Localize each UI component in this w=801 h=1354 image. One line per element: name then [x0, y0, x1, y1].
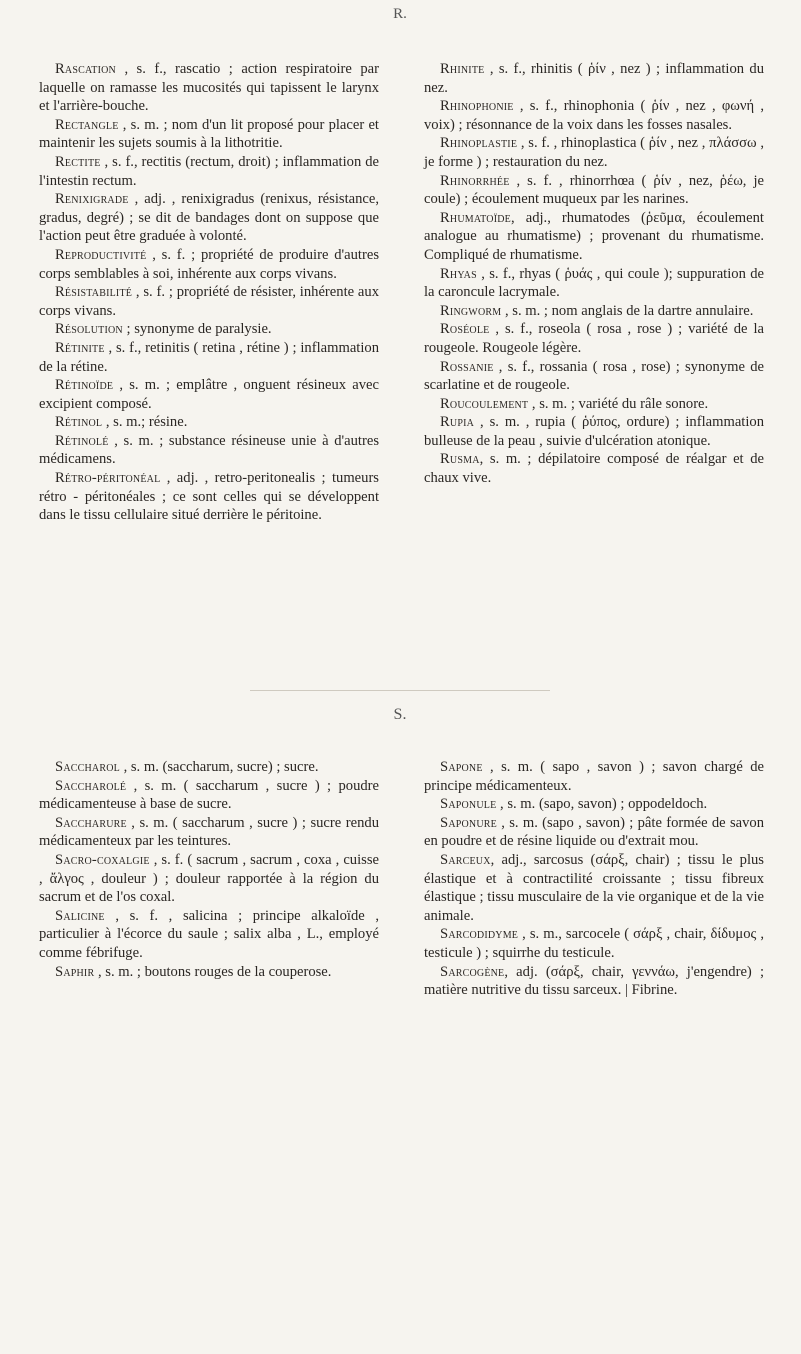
entry-headword: Résolution: [55, 321, 123, 338]
entry-definition: , s. m. ( saccharum , sucre ) ; sucre rendu médicamenteux par les teintures.: [39, 814, 379, 850]
dictionary-entry: [39, 814, 379, 851]
dictionary-entry: [39, 907, 379, 963]
entry-headword: Rupia: [440, 414, 475, 431]
entry-headword: Roséole: [440, 321, 490, 338]
dictionary-entry: [424, 320, 764, 357]
entry-headword: Résistabilité: [55, 284, 133, 301]
entry-definition: , s. f. , rhinorrhœa ( ῥίν , nez, ῥέω, je coule) ; écoulement muqueux par les narines.: [424, 172, 764, 208]
entry-headword: Reproductivité: [55, 246, 147, 263]
dictionary-entry: [39, 376, 379, 413]
entry-definition: , s. f. , rhinoplastica ( ῥίν , nez , πλάσσω , je forme ) ; restauration du nez.: [424, 135, 764, 170]
column-s-left: [39, 758, 379, 981]
column-s-right: [424, 758, 764, 1000]
entry-headword: Sarcodidyme: [440, 926, 519, 943]
entry-definition: , s. m. ; nom anglais de la dartre annulaire.: [501, 302, 754, 319]
entry-definition: , s. f., rascatio ; action respiratoire par laquelle on ramasse les mucosités qui tapissent le larynx et l'arrière-bouche.: [39, 61, 379, 115]
entry-headword: Rhyas: [440, 265, 477, 282]
entry-headword: Roucoulement: [440, 395, 529, 412]
dictionary-entry: [424, 851, 764, 925]
dictionary-entry: [39, 963, 379, 982]
section-letter-r: R.: [393, 6, 407, 22]
dictionary-entry: [39, 469, 379, 525]
entry-definition: , s. f. ; propriété de produire d'autres corps semblables à soi, inhérente aux corps vivans.: [39, 246, 379, 282]
entry-headword: Rhinophonie: [440, 98, 514, 115]
dictionary-entry: [424, 925, 764, 962]
dictionary-entry: [39, 116, 379, 153]
entry-definition: ; synonyme de paralysie.: [122, 321, 272, 338]
entry-definition: , s. m. ; variété du râle sonore.: [528, 395, 709, 412]
entry-headword: Rhumatoïde: [440, 209, 511, 226]
entry-headword: Ringworm: [440, 302, 502, 319]
entry-headword: Rectangle: [55, 116, 119, 133]
entry-definition: , s. f., roseola ( rosa , rose ) ; variété de la rougeole. Rougeole légère.: [424, 321, 764, 356]
dictionary-entry: [424, 795, 764, 814]
entry-headword: Rétinite: [55, 339, 105, 356]
dictionary-entry: [424, 97, 764, 134]
dictionary-entry: [39, 190, 379, 246]
entry-definition: , s. f., rhinophonia ( ῥίν , nez , φωνή , voix) ; résonnance de la voix dans les fosses nasales.: [424, 98, 764, 133]
entry-headword: Saphir: [55, 963, 95, 980]
entry-definition: , s. f. ( sacrum , sacrum , coxa , cuisse , ἄλγος , douleur ) ; douleur rapportée à la région du sacrum et de l'os coxal.: [39, 851, 379, 906]
entry-headword: Sapone: [440, 759, 483, 775]
entry-definition: , s. f., rossania ( rosa , rose) ; synonyme de scarlatine et de rougeole.: [424, 358, 764, 394]
section-divider: [250, 690, 550, 691]
entry-definition: , s. m. (saccharum, sucre) ; sucre.: [119, 759, 319, 775]
entry-definition: , s. f. ; propriété de résister, inhérente aux corps vivans.: [39, 284, 379, 319]
dictionary-entry: [39, 153, 379, 190]
entry-definition: , s. m. (sapo, savon) ; oppodeldoch.: [496, 796, 708, 813]
dictionary-entry: [424, 963, 764, 1000]
entry-headword: Rascation: [55, 61, 116, 77]
entry-definition: , s. m. (sapo , savon) ; pâte formée de savon en poudre et de résine liquide ou d'extrait mou.: [424, 814, 764, 850]
entry-definition: , s. f., rectitis (rectum, droit) ; inflammation de l'intestin rectum.: [39, 153, 379, 189]
entry-headword: Rossanie: [440, 358, 494, 375]
entry-headword: Renixigrade: [55, 191, 129, 208]
entry-headword: Saccharolé: [55, 777, 127, 794]
dictionary-entry: [39, 246, 379, 283]
entry-definition: , s. m., sarcocele ( σάρξ , chair, δίδυμος , testicule ) ; squirrhe du testicule.: [424, 926, 764, 961]
dictionary-entry: [424, 209, 764, 265]
dictionary-entry: [39, 777, 379, 814]
entry-definition: , adj. , retro-peritonealis ; tumeurs rétro - péritonéales ; ce sont celles qui se développent dans le tissu cellulaire situé derrière le péritoine.: [39, 470, 379, 524]
entry-definition: , s. m. ( saccharum , sucre ) ; poudre médicamenteuse à base de sucre.: [39, 777, 379, 813]
entry-headword: Saponure: [440, 814, 497, 831]
dictionary-entry: [424, 172, 764, 209]
entry-headword: Rhinite: [440, 61, 485, 77]
dictionary-entry: [424, 395, 764, 414]
entry-headword: Rétinolé: [55, 432, 109, 449]
dictionary-entry: [39, 432, 379, 469]
entry-definition: , s. m. ; emplâtre , onguent résineux avec excipient composé.: [39, 377, 379, 412]
entry-definition: , adj. , renixigradus (renixus, résistance, gradus, degré) ; se dit de bandages dont on suppose que l'action peut être graduée à volonté.: [39, 191, 379, 245]
entry-definition: , s. m. ; dépilatoire composé de réalgar et de chaux vive.: [424, 451, 764, 487]
entry-definition: , adj., sarcosus (σάρξ, chair) ; tissu le plus élastique et à contractilité croissante ; tissu fibreux élastique ; tissu musculaire de la vie organique et de la vie animale.: [424, 851, 764, 924]
dictionary-entry: [39, 758, 379, 777]
entry-headword: Rétro-péritonéal: [55, 470, 161, 487]
entry-headword: Rétinol: [55, 414, 103, 431]
dictionary-entry: [424, 413, 764, 450]
dictionary-entry: [424, 814, 764, 851]
entry-headword: Sacro-coxalgie: [55, 851, 150, 868]
entry-headword: Saccharol: [55, 759, 120, 775]
dictionary-entry: [39, 60, 379, 116]
dictionary-entry: [424, 302, 764, 321]
dictionary-entry: [39, 320, 379, 339]
dictionary-entry: [424, 60, 764, 97]
entry-headword: Rectite: [55, 153, 101, 170]
entry-definition: , s. m.; résine.: [102, 414, 188, 431]
entry-definition: , s. m. ; substance résineuse unie à d'autres médicamens.: [39, 432, 379, 468]
dictionary-entry: [424, 358, 764, 395]
entry-headword: Sarcogène: [440, 963, 505, 980]
entry-headword: Rusma: [440, 451, 480, 468]
column-r-left: [39, 60, 379, 525]
dictionary-entry: [424, 758, 764, 795]
entry-headword: Saponule: [440, 796, 497, 813]
dictionary-entry: [39, 413, 379, 432]
dictionary-entry: [39, 339, 379, 376]
entry-definition: , s. f., retinitis ( retina , rétine ) ; inflammation de la rétine.: [39, 339, 379, 375]
entry-headword: Rhinorrhée: [440, 172, 510, 189]
dictionary-entry: [424, 134, 764, 171]
entry-headword: Saccharure: [55, 814, 127, 831]
entry-headword: Sarceux: [440, 851, 491, 868]
entry-headword: Rétinoïde: [55, 377, 114, 394]
dictionary-entry: [39, 283, 379, 320]
section-letter-s: S.: [393, 706, 407, 723]
entry-headword: Rhinoplastie: [440, 135, 518, 152]
dictionary-entry: [39, 851, 379, 907]
entry-definition: , s. f. , salicina ; principe alkaloïde , particulier à l'écorce du saule ; salix alba , L., employé comme fébrifuge.: [39, 907, 379, 961]
entry-definition: , s. m. ; boutons rouges de la couperose.: [94, 963, 332, 980]
column-r-right: [424, 60, 764, 488]
entry-definition: , adj. (σάρξ, chair, γεννάω, j'engendre) ; matière nutritive du tissu sarceux. | Fibrine.: [424, 963, 764, 999]
entry-definition: , s. f., rhinitis ( ῥίν , nez ) ; inflammation du nez.: [424, 61, 764, 96]
dictionary-entry: [424, 450, 764, 487]
entry-definition: , adj., rhumatodes (ῥεῦμα, écoulement analogue au rhumatisme) ; provenant du rhumatisme. Compliqué de rhumatisme.: [424, 209, 764, 263]
entry-headword: Salicine: [55, 907, 105, 924]
entry-definition: , s. m. ( sapo , savon ) ; savon chargé de principe médicamenteux.: [424, 759, 764, 794]
entry-definition: , s. m. , rupia ( ῥύπος, ordure) ; inflammation bulleuse de la peau , suivie d'ulcération atonique.: [424, 414, 764, 449]
entry-definition: , s. m. ; nom d'un lit proposé pour placer et maintenir les sujets soumis à la lithotritie.: [39, 116, 379, 152]
dictionary-entry: [424, 265, 764, 302]
entry-definition: , s. f., rhyas ( ῥυάς , qui coule ); suppuration de la caroncule lacrymale.: [424, 265, 764, 301]
